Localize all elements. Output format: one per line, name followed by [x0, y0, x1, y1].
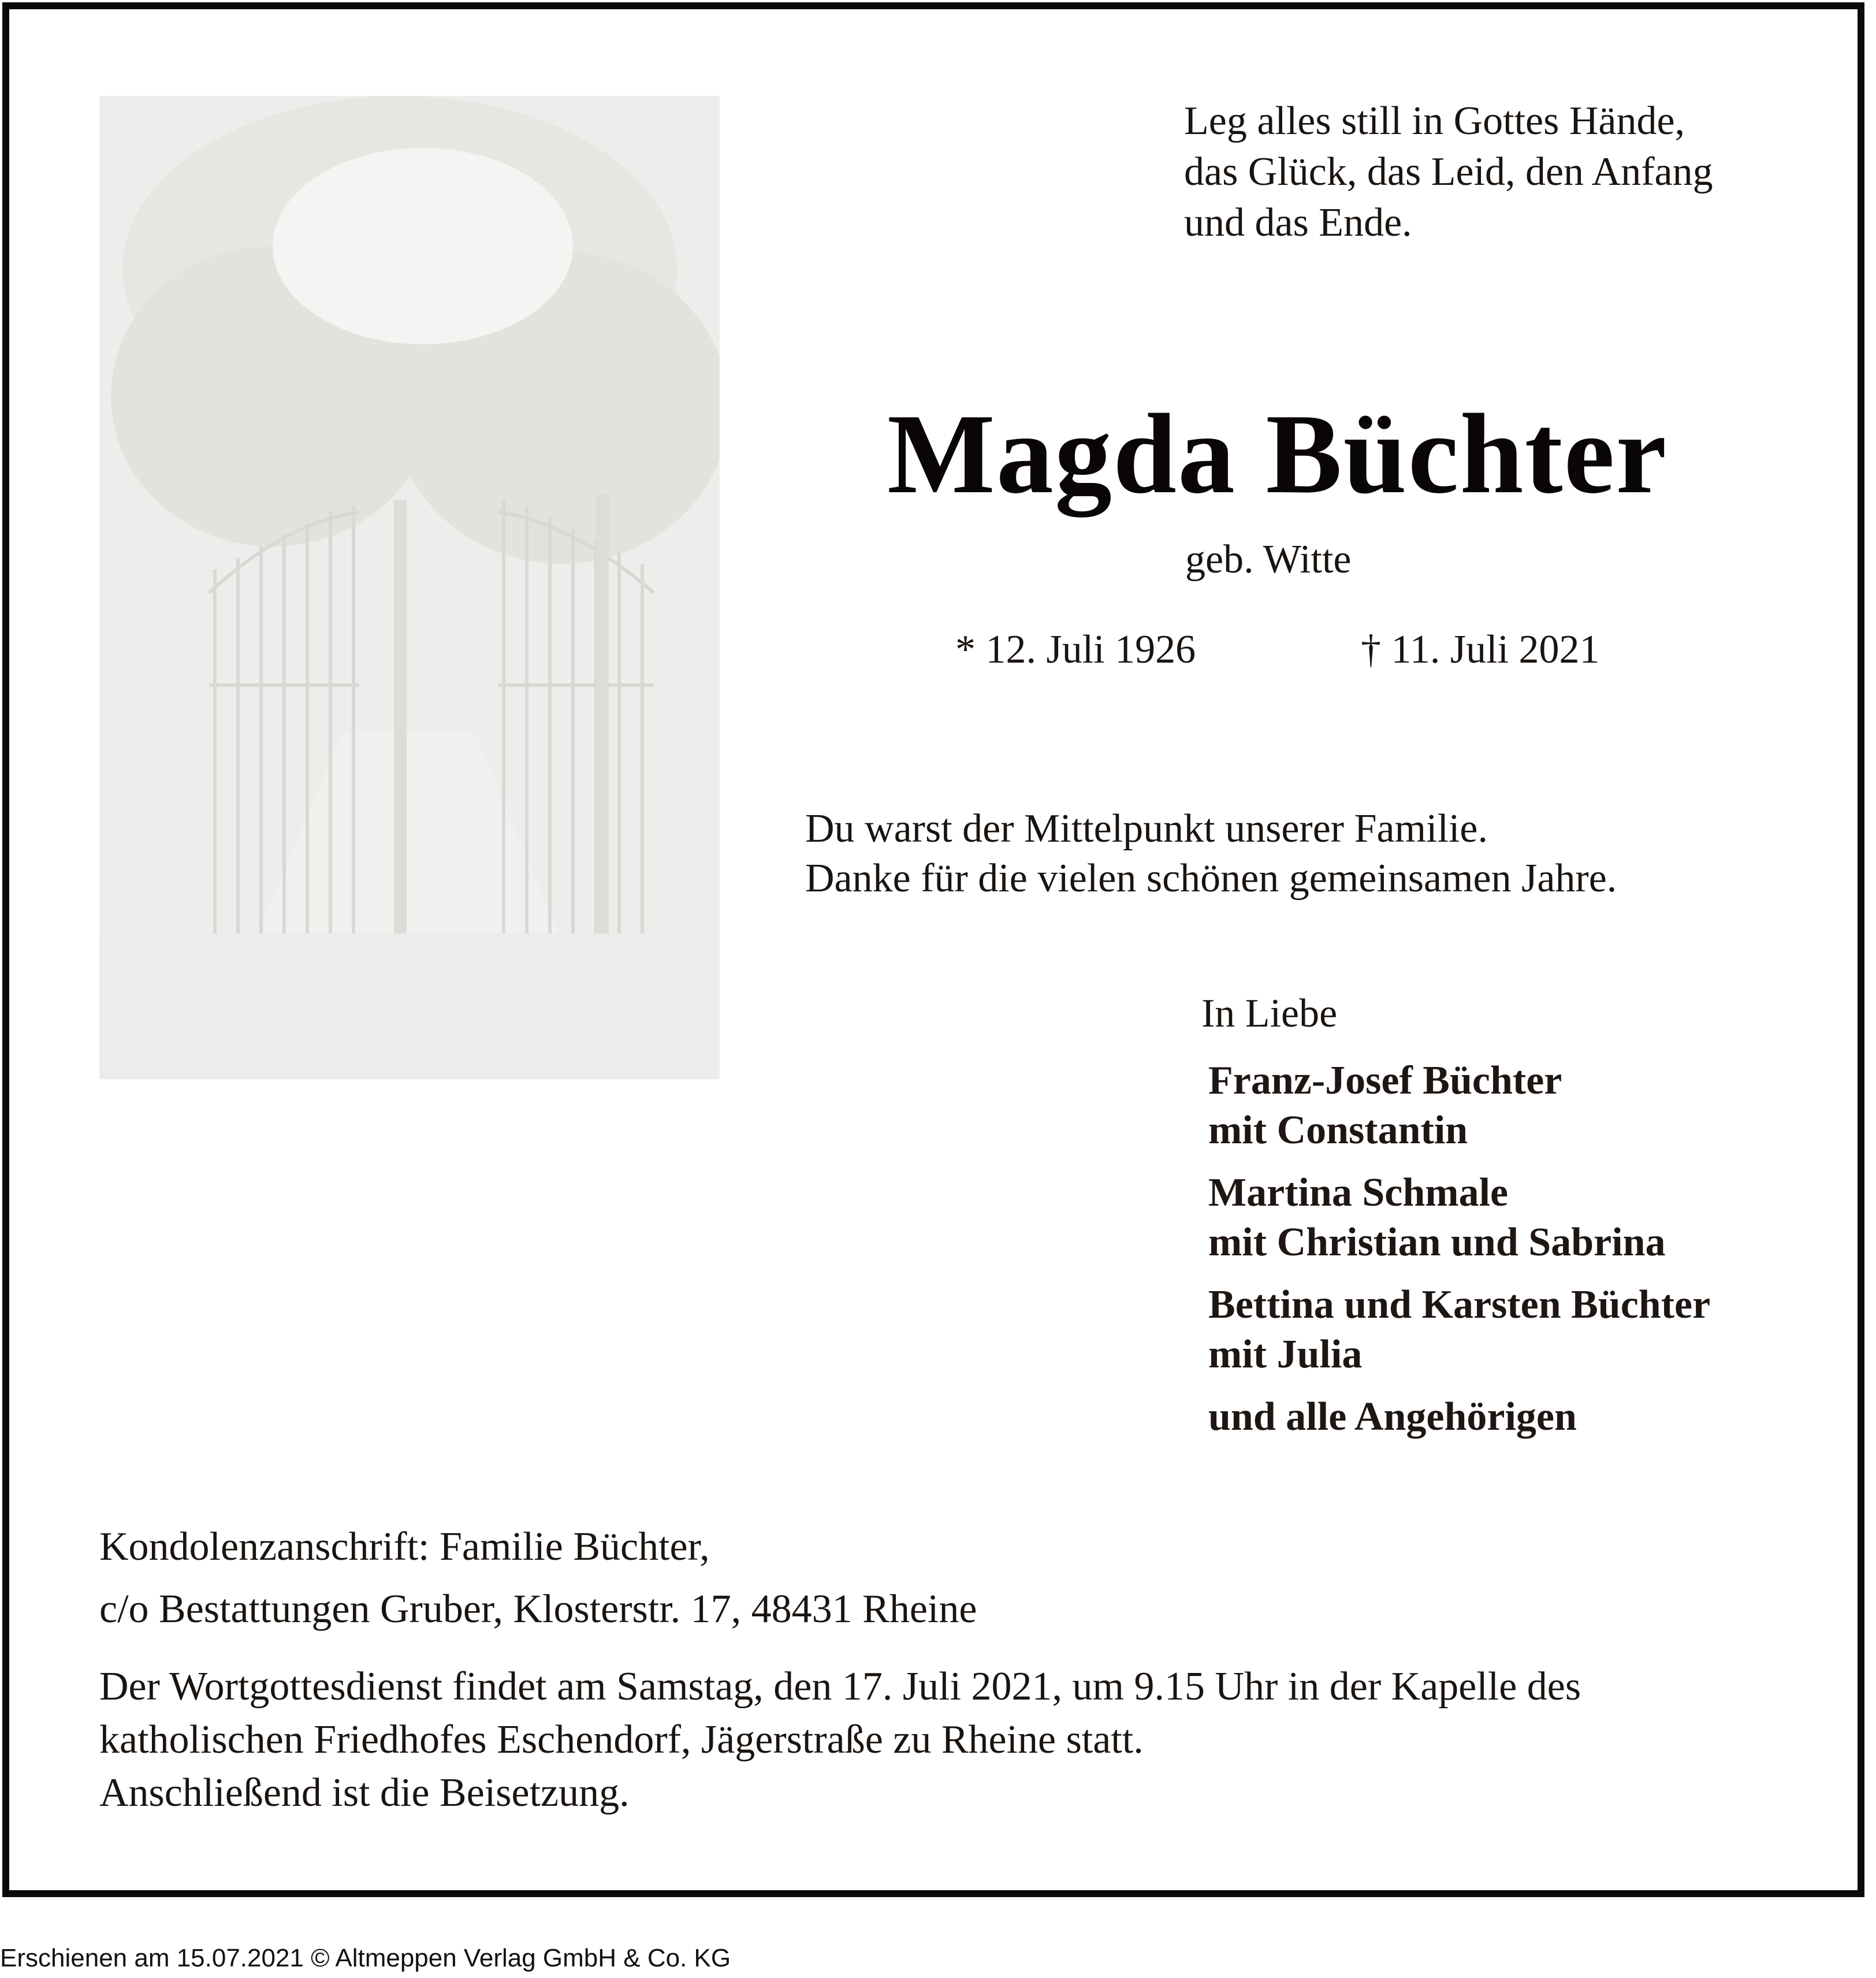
mourner-entry: Bettina und Karsten Büchter mit Julia [1208, 1282, 1711, 1377]
deceased-name: Magda Büchter [887, 391, 1668, 517]
maiden-name: geb. Witte [1185, 537, 1352, 582]
motto-verse: Leg alles still in Gottes Hände, das Glück, das Leid, den Anfang und das Ende. [1184, 99, 1713, 245]
cemetery-gate-image [99, 96, 720, 1079]
mourner-entry: Franz-Josef Büchter mit Constantin [1208, 1058, 1562, 1152]
in-love-label: In Liebe [1201, 991, 1338, 1036]
death-date: † 11. Juli 2021 [1361, 627, 1600, 672]
service-details: Der Wortgottesdienst findet am Samstag, den 17. Juli 2021, um 9.15 Uhr in der Kapelle des katholischen Friedhofes Eschendorf, Jägerstraße zu Rheine statt. Anschließend ist die Beisetzung. [99, 1664, 1581, 1815]
mourners-list [1208, 1056, 1710, 1455]
mourner-entry: Martina Schmale mit Christian und Sabrina [1208, 1170, 1666, 1265]
mourner-entry: und alle Angehörigen [1208, 1395, 1577, 1439]
condolence-address: Kondolenzanschrift: Familie Büchter, c/o Bestattungen Gruber, Klosterstr. 17, 48431 Rheine [99, 1525, 977, 1631]
tribute-text: Du warst der Mittelpunkt unserer Familie. Danke für die vielen schönen gemeinsamen Jahre. [805, 806, 1617, 901]
publication-footer: Erschienen am 15.07.2021 © Altmeppen Verlag GmbH & Co. KG [0, 1944, 731, 1972]
birth-date: * 12. Juli 1926 [955, 627, 1196, 672]
